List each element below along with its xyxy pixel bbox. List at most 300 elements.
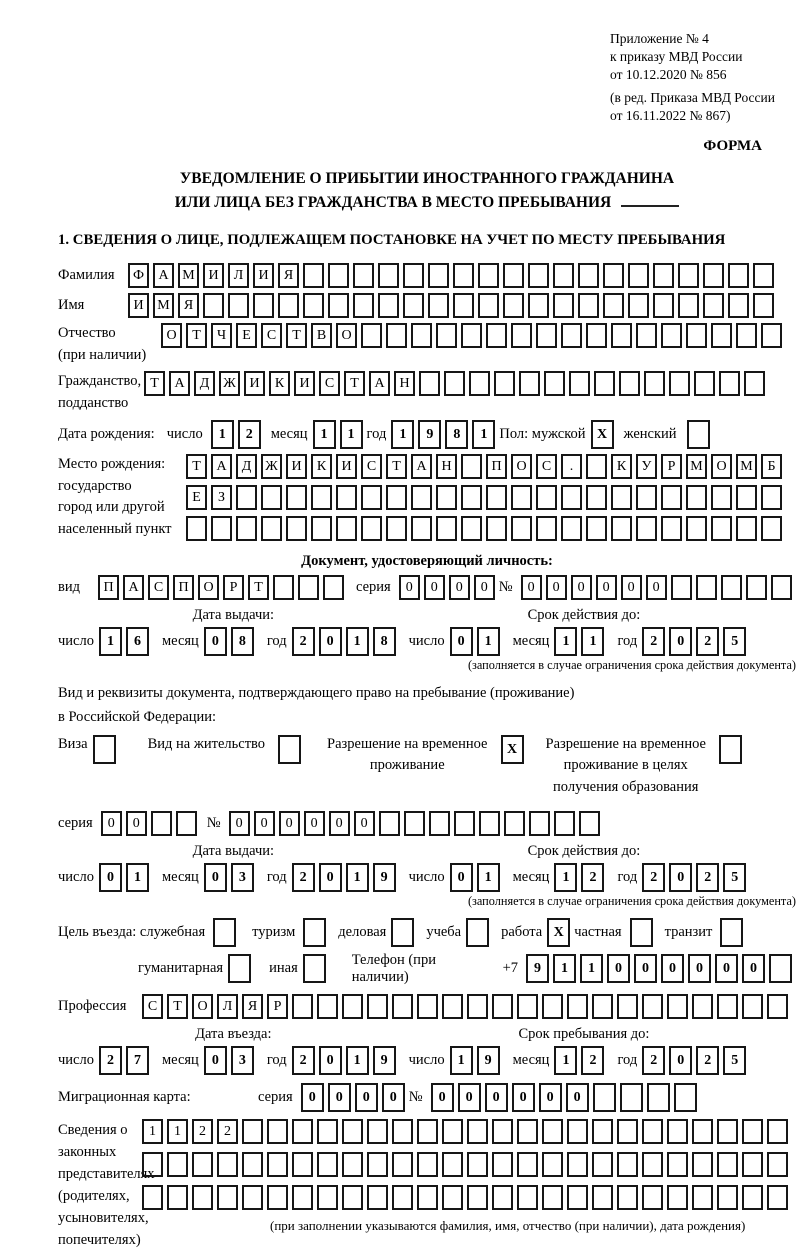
char-cell[interactable] [151,811,172,836]
char-cell[interactable]: Н [394,371,415,396]
char-cell[interactable] [642,1119,663,1144]
char-cell[interactable] [317,1152,338,1177]
char-cell[interactable] [342,1185,363,1210]
char-cell[interactable] [717,1152,738,1177]
char-cell[interactable] [617,1185,638,1210]
char-cell[interactable] [419,371,440,396]
char-cell[interactable]: 0 [512,1083,535,1112]
char-cell[interactable] [353,293,374,318]
temp-residence-edu-checkbox[interactable] [719,735,746,764]
char-cell[interactable] [611,323,632,348]
char-cell[interactable] [292,1185,313,1210]
char-cell[interactable]: Е [236,323,257,348]
char-cell[interactable]: 2 [642,863,665,892]
char-cell[interactable] [211,516,232,541]
char-cell[interactable] [311,516,332,541]
char-cell[interactable]: 2 [292,863,315,892]
char-cell[interactable]: 1 [340,420,363,449]
char-cell[interactable] [353,263,374,288]
char-cell[interactable] [442,1152,463,1177]
char-cell[interactable]: Т [186,454,207,479]
char-cell[interactable] [367,1152,388,1177]
char-cell[interactable]: 0 [669,1046,692,1075]
char-cell[interactable] [253,293,274,318]
char-cell[interactable] [93,735,116,764]
char-cell[interactable] [228,293,249,318]
char-cell[interactable] [578,293,599,318]
char-cell[interactable] [636,485,657,510]
char-cell[interactable] [392,994,413,1019]
char-cell[interactable]: 0 [546,575,567,600]
char-cell[interactable]: У [636,454,657,479]
char-cell[interactable] [392,1119,413,1144]
char-cell[interactable]: 1 [142,1119,163,1144]
char-cell[interactable]: 0 [355,1083,378,1112]
char-cell[interactable]: 2 [238,420,261,449]
char-cell[interactable] [267,1152,288,1177]
char-cell[interactable] [529,811,550,836]
char-cell[interactable] [317,1119,338,1144]
char-cell[interactable] [569,371,590,396]
char-cell[interactable] [442,1185,463,1210]
char-cell[interactable] [667,994,688,1019]
char-cell[interactable]: И [128,293,149,318]
char-cell[interactable] [261,516,282,541]
char-cell[interactable] [717,1119,738,1144]
char-cell[interactable] [667,1185,688,1210]
char-cell[interactable] [403,293,424,318]
char-cell[interactable] [536,516,557,541]
char-cell[interactable]: 2 [581,863,604,892]
char-cell[interactable] [503,293,524,318]
char-cell[interactable] [528,263,549,288]
char-cell[interactable]: Р [661,454,682,479]
purpose-tourism-checkbox[interactable] [303,918,330,947]
char-cell[interactable] [642,1185,663,1210]
char-cell[interactable] [469,371,490,396]
char-cell[interactable] [278,293,299,318]
char-cell[interactable]: З [211,485,232,510]
char-cell[interactable]: 1 [346,863,369,892]
char-cell[interactable] [720,918,743,947]
char-cell[interactable] [453,293,474,318]
char-cell[interactable] [744,371,765,396]
char-cell[interactable]: 1 [554,1046,577,1075]
char-cell[interactable] [619,371,640,396]
char-cell[interactable] [267,1185,288,1210]
char-cell[interactable]: 2 [292,627,315,656]
char-cell[interactable] [517,1152,538,1177]
purpose-business-checkbox[interactable] [391,918,418,947]
char-cell[interactable] [586,323,607,348]
char-cell[interactable]: Т [344,371,365,396]
char-cell[interactable] [767,1119,788,1144]
char-cell[interactable] [561,485,582,510]
char-cell[interactable] [303,954,326,983]
char-cell[interactable]: А [411,454,432,479]
char-cell[interactable] [617,1119,638,1144]
char-cell[interactable] [242,1185,263,1210]
char-cell[interactable]: 8 [373,627,396,656]
char-cell[interactable]: И [253,263,274,288]
char-cell[interactable]: А [211,454,232,479]
char-cell[interactable]: 0 [715,954,738,983]
char-cell[interactable]: Т [186,323,207,348]
char-cell[interactable] [542,994,563,1019]
char-cell[interactable] [567,994,588,1019]
char-cell[interactable] [503,263,524,288]
char-cell[interactable]: 8 [231,627,254,656]
char-cell[interactable] [392,1152,413,1177]
char-cell[interactable] [653,263,674,288]
char-cell[interactable] [761,323,782,348]
char-cell[interactable] [242,1119,263,1144]
char-cell[interactable]: 9 [373,863,396,892]
purpose-study-checkbox[interactable] [466,918,493,947]
char-cell[interactable] [642,994,663,1019]
char-cell[interactable]: 0 [319,1046,342,1075]
char-cell[interactable] [542,1185,563,1210]
char-cell[interactable] [667,1152,688,1177]
char-cell[interactable] [594,371,615,396]
char-cell[interactable] [286,485,307,510]
char-cell[interactable]: 0 [329,811,350,836]
char-cell[interactable] [386,516,407,541]
char-cell[interactable] [742,1152,763,1177]
char-cell[interactable] [454,811,475,836]
char-cell[interactable]: И [244,371,265,396]
char-cell[interactable]: 0 [621,575,642,600]
char-cell[interactable]: О [198,575,219,600]
char-cell[interactable] [278,735,301,764]
char-cell[interactable]: X [547,918,570,947]
char-cell[interactable] [242,1152,263,1177]
char-cell[interactable] [517,994,538,1019]
char-cell[interactable] [761,516,782,541]
char-cell[interactable] [323,575,344,600]
char-cell[interactable] [593,1083,616,1112]
char-cell[interactable] [367,1119,388,1144]
char-cell[interactable]: С [361,454,382,479]
char-cell[interactable]: Л [228,263,249,288]
char-cell[interactable] [378,263,399,288]
char-cell[interactable]: 5 [723,1046,746,1075]
char-cell[interactable] [711,485,732,510]
char-cell[interactable] [536,323,557,348]
temp-residence-checkbox[interactable] [501,735,528,764]
char-cell[interactable]: И [294,371,315,396]
char-cell[interactable]: 0 [229,811,250,836]
char-cell[interactable] [653,293,674,318]
char-cell[interactable]: 0 [646,575,667,600]
char-cell[interactable] [403,263,424,288]
char-cell[interactable]: 1 [477,863,500,892]
char-cell[interactable] [586,454,607,479]
char-cell[interactable] [661,516,682,541]
char-cell[interactable]: Д [194,371,215,396]
char-cell[interactable]: М [686,454,707,479]
char-cell[interactable] [342,1152,363,1177]
char-cell[interactable] [620,1083,643,1112]
char-cell[interactable]: 1 [313,420,336,449]
purpose-other-checkbox[interactable] [303,954,330,983]
char-cell[interactable] [436,323,457,348]
char-cell[interactable]: Б [761,454,782,479]
char-cell[interactable]: 0 [101,811,122,836]
char-cell[interactable]: 2 [642,627,665,656]
char-cell[interactable] [192,1185,213,1210]
char-cell[interactable]: Т [144,371,165,396]
char-cell[interactable] [261,485,282,510]
char-cell[interactable]: А [369,371,390,396]
char-cell[interactable] [466,918,489,947]
char-cell[interactable] [728,293,749,318]
char-cell[interactable] [411,516,432,541]
char-cell[interactable] [142,1152,163,1177]
char-cell[interactable]: И [203,263,224,288]
sex-male-checkbox[interactable] [591,420,618,449]
char-cell[interactable] [436,516,457,541]
char-cell[interactable] [742,1119,763,1144]
char-cell[interactable]: С [319,371,340,396]
char-cell[interactable]: 0 [742,954,765,983]
char-cell[interactable] [386,323,407,348]
char-cell[interactable] [467,1119,488,1144]
char-cell[interactable] [578,263,599,288]
char-cell[interactable]: 3 [231,863,254,892]
title-blank-line[interactable] [621,203,679,207]
char-cell[interactable] [553,293,574,318]
char-cell[interactable]: 0 [669,863,692,892]
char-cell[interactable] [647,1083,670,1112]
char-cell[interactable]: 1 [391,420,414,449]
char-cell[interactable] [669,371,690,396]
char-cell[interactable] [342,994,363,1019]
char-cell[interactable]: X [591,420,614,449]
char-cell[interactable]: 1 [477,627,500,656]
char-cell[interactable] [467,994,488,1019]
char-cell[interactable]: 1 [450,1046,473,1075]
char-cell[interactable] [486,485,507,510]
char-cell[interactable]: Л [217,994,238,1019]
char-cell[interactable] [361,485,382,510]
char-cell[interactable]: К [269,371,290,396]
char-cell[interactable] [553,263,574,288]
char-cell[interactable] [504,811,525,836]
char-cell[interactable] [517,1185,538,1210]
char-cell[interactable] [736,516,757,541]
char-cell[interactable]: 0 [450,627,473,656]
char-cell[interactable] [692,1152,713,1177]
char-cell[interactable] [273,575,294,600]
char-cell[interactable]: Ч [211,323,232,348]
char-cell[interactable] [611,485,632,510]
char-cell[interactable] [678,293,699,318]
char-cell[interactable]: 0 [319,863,342,892]
char-cell[interactable] [217,1185,238,1210]
char-cell[interactable] [494,371,515,396]
char-cell[interactable] [767,1152,788,1177]
char-cell[interactable]: X [501,735,524,764]
char-cell[interactable] [478,293,499,318]
char-cell[interactable]: 0 [669,627,692,656]
char-cell[interactable] [478,263,499,288]
residence-permit-checkbox[interactable] [278,735,305,764]
char-cell[interactable] [636,323,657,348]
char-cell[interactable] [674,1083,697,1112]
char-cell[interactable] [461,485,482,510]
char-cell[interactable] [492,1185,513,1210]
char-cell[interactable] [492,1152,513,1177]
char-cell[interactable] [703,263,724,288]
char-cell[interactable]: 1 [346,1046,369,1075]
char-cell[interactable] [417,1119,438,1144]
char-cell[interactable] [176,811,197,836]
purpose-humanitarian-checkbox[interactable] [228,954,255,983]
char-cell[interactable] [292,1152,313,1177]
char-cell[interactable]: 0 [450,863,473,892]
char-cell[interactable] [292,1119,313,1144]
char-cell[interactable]: 2 [696,627,719,656]
char-cell[interactable]: 1 [553,954,576,983]
char-cell[interactable]: 0 [319,627,342,656]
char-cell[interactable]: Т [167,994,188,1019]
char-cell[interactable] [554,811,575,836]
char-cell[interactable] [736,485,757,510]
char-cell[interactable] [567,1119,588,1144]
char-cell[interactable] [644,371,665,396]
char-cell[interactable]: 1 [167,1119,188,1144]
char-cell[interactable]: 2 [696,863,719,892]
char-cell[interactable] [686,323,707,348]
char-cell[interactable] [336,485,357,510]
char-cell[interactable] [486,516,507,541]
char-cell[interactable]: 2 [642,1046,665,1075]
char-cell[interactable] [311,485,332,510]
char-cell[interactable] [167,1185,188,1210]
char-cell[interactable] [642,1152,663,1177]
char-cell[interactable]: С [536,454,557,479]
char-cell[interactable] [428,293,449,318]
char-cell[interactable]: 0 [688,954,711,983]
char-cell[interactable] [586,516,607,541]
char-cell[interactable] [711,516,732,541]
char-cell[interactable]: 1 [580,954,603,983]
char-cell[interactable]: 1 [554,863,577,892]
char-cell[interactable]: И [336,454,357,479]
char-cell[interactable]: О [336,323,357,348]
char-cell[interactable] [361,516,382,541]
char-cell[interactable]: 6 [126,627,149,656]
char-cell[interactable] [142,1185,163,1210]
char-cell[interactable] [298,575,319,600]
char-cell[interactable]: 0 [539,1083,562,1112]
char-cell[interactable]: 0 [449,575,470,600]
char-cell[interactable]: 0 [328,1083,351,1112]
char-cell[interactable]: П [98,575,119,600]
char-cell[interactable]: С [148,575,169,600]
char-cell[interactable]: 0 [458,1083,481,1112]
char-cell[interactable] [479,811,500,836]
char-cell[interactable]: 0 [382,1083,405,1112]
char-cell[interactable] [579,811,600,836]
char-cell[interactable]: 0 [485,1083,508,1112]
char-cell[interactable] [467,1152,488,1177]
char-cell[interactable] [461,454,482,479]
char-cell[interactable]: Д [236,454,257,479]
char-cell[interactable] [542,1152,563,1177]
char-cell[interactable]: Ф [128,263,149,288]
char-cell[interactable]: 0 [571,575,592,600]
char-cell[interactable]: 1 [99,627,122,656]
char-cell[interactable]: Ж [261,454,282,479]
char-cell[interactable] [630,918,653,947]
char-cell[interactable]: 1 [346,627,369,656]
char-cell[interactable] [719,735,742,764]
char-cell[interactable]: А [123,575,144,600]
char-cell[interactable] [511,323,532,348]
char-cell[interactable]: . [561,454,582,479]
char-cell[interactable] [417,1185,438,1210]
char-cell[interactable]: 0 [399,575,420,600]
char-cell[interactable] [742,994,763,1019]
char-cell[interactable]: 0 [424,575,445,600]
char-cell[interactable] [186,516,207,541]
char-cell[interactable] [761,485,782,510]
char-cell[interactable]: О [161,323,182,348]
char-cell[interactable] [303,918,326,947]
char-cell[interactable] [492,1119,513,1144]
char-cell[interactable] [486,323,507,348]
char-cell[interactable]: 9 [477,1046,500,1075]
char-cell[interactable]: 0 [254,811,275,836]
char-cell[interactable]: О [511,454,532,479]
char-cell[interactable] [317,994,338,1019]
char-cell[interactable]: 0 [607,954,630,983]
char-cell[interactable] [467,1185,488,1210]
char-cell[interactable] [461,516,482,541]
char-cell[interactable] [771,575,792,600]
char-cell[interactable]: С [261,323,282,348]
char-cell[interactable]: Ж [219,371,240,396]
char-cell[interactable] [461,323,482,348]
char-cell[interactable] [661,323,682,348]
char-cell[interactable] [367,1185,388,1210]
char-cell[interactable]: М [736,454,757,479]
char-cell[interactable] [379,811,400,836]
char-cell[interactable]: 0 [431,1083,454,1112]
char-cell[interactable] [711,323,732,348]
char-cell[interactable] [628,293,649,318]
char-cell[interactable] [428,263,449,288]
char-cell[interactable]: 5 [723,863,746,892]
char-cell[interactable] [303,293,324,318]
char-cell[interactable] [328,293,349,318]
char-cell[interactable] [336,516,357,541]
char-cell[interactable] [444,371,465,396]
char-cell[interactable]: К [611,454,632,479]
char-cell[interactable] [746,575,767,600]
char-cell[interactable] [203,293,224,318]
char-cell[interactable] [192,1152,213,1177]
char-cell[interactable]: 0 [634,954,657,983]
char-cell[interactable]: 1 [211,420,234,449]
char-cell[interactable] [511,516,532,541]
char-cell[interactable]: 2 [581,1046,604,1075]
char-cell[interactable]: 0 [566,1083,589,1112]
char-cell[interactable]: Т [386,454,407,479]
purpose-private-checkbox[interactable] [630,918,657,947]
